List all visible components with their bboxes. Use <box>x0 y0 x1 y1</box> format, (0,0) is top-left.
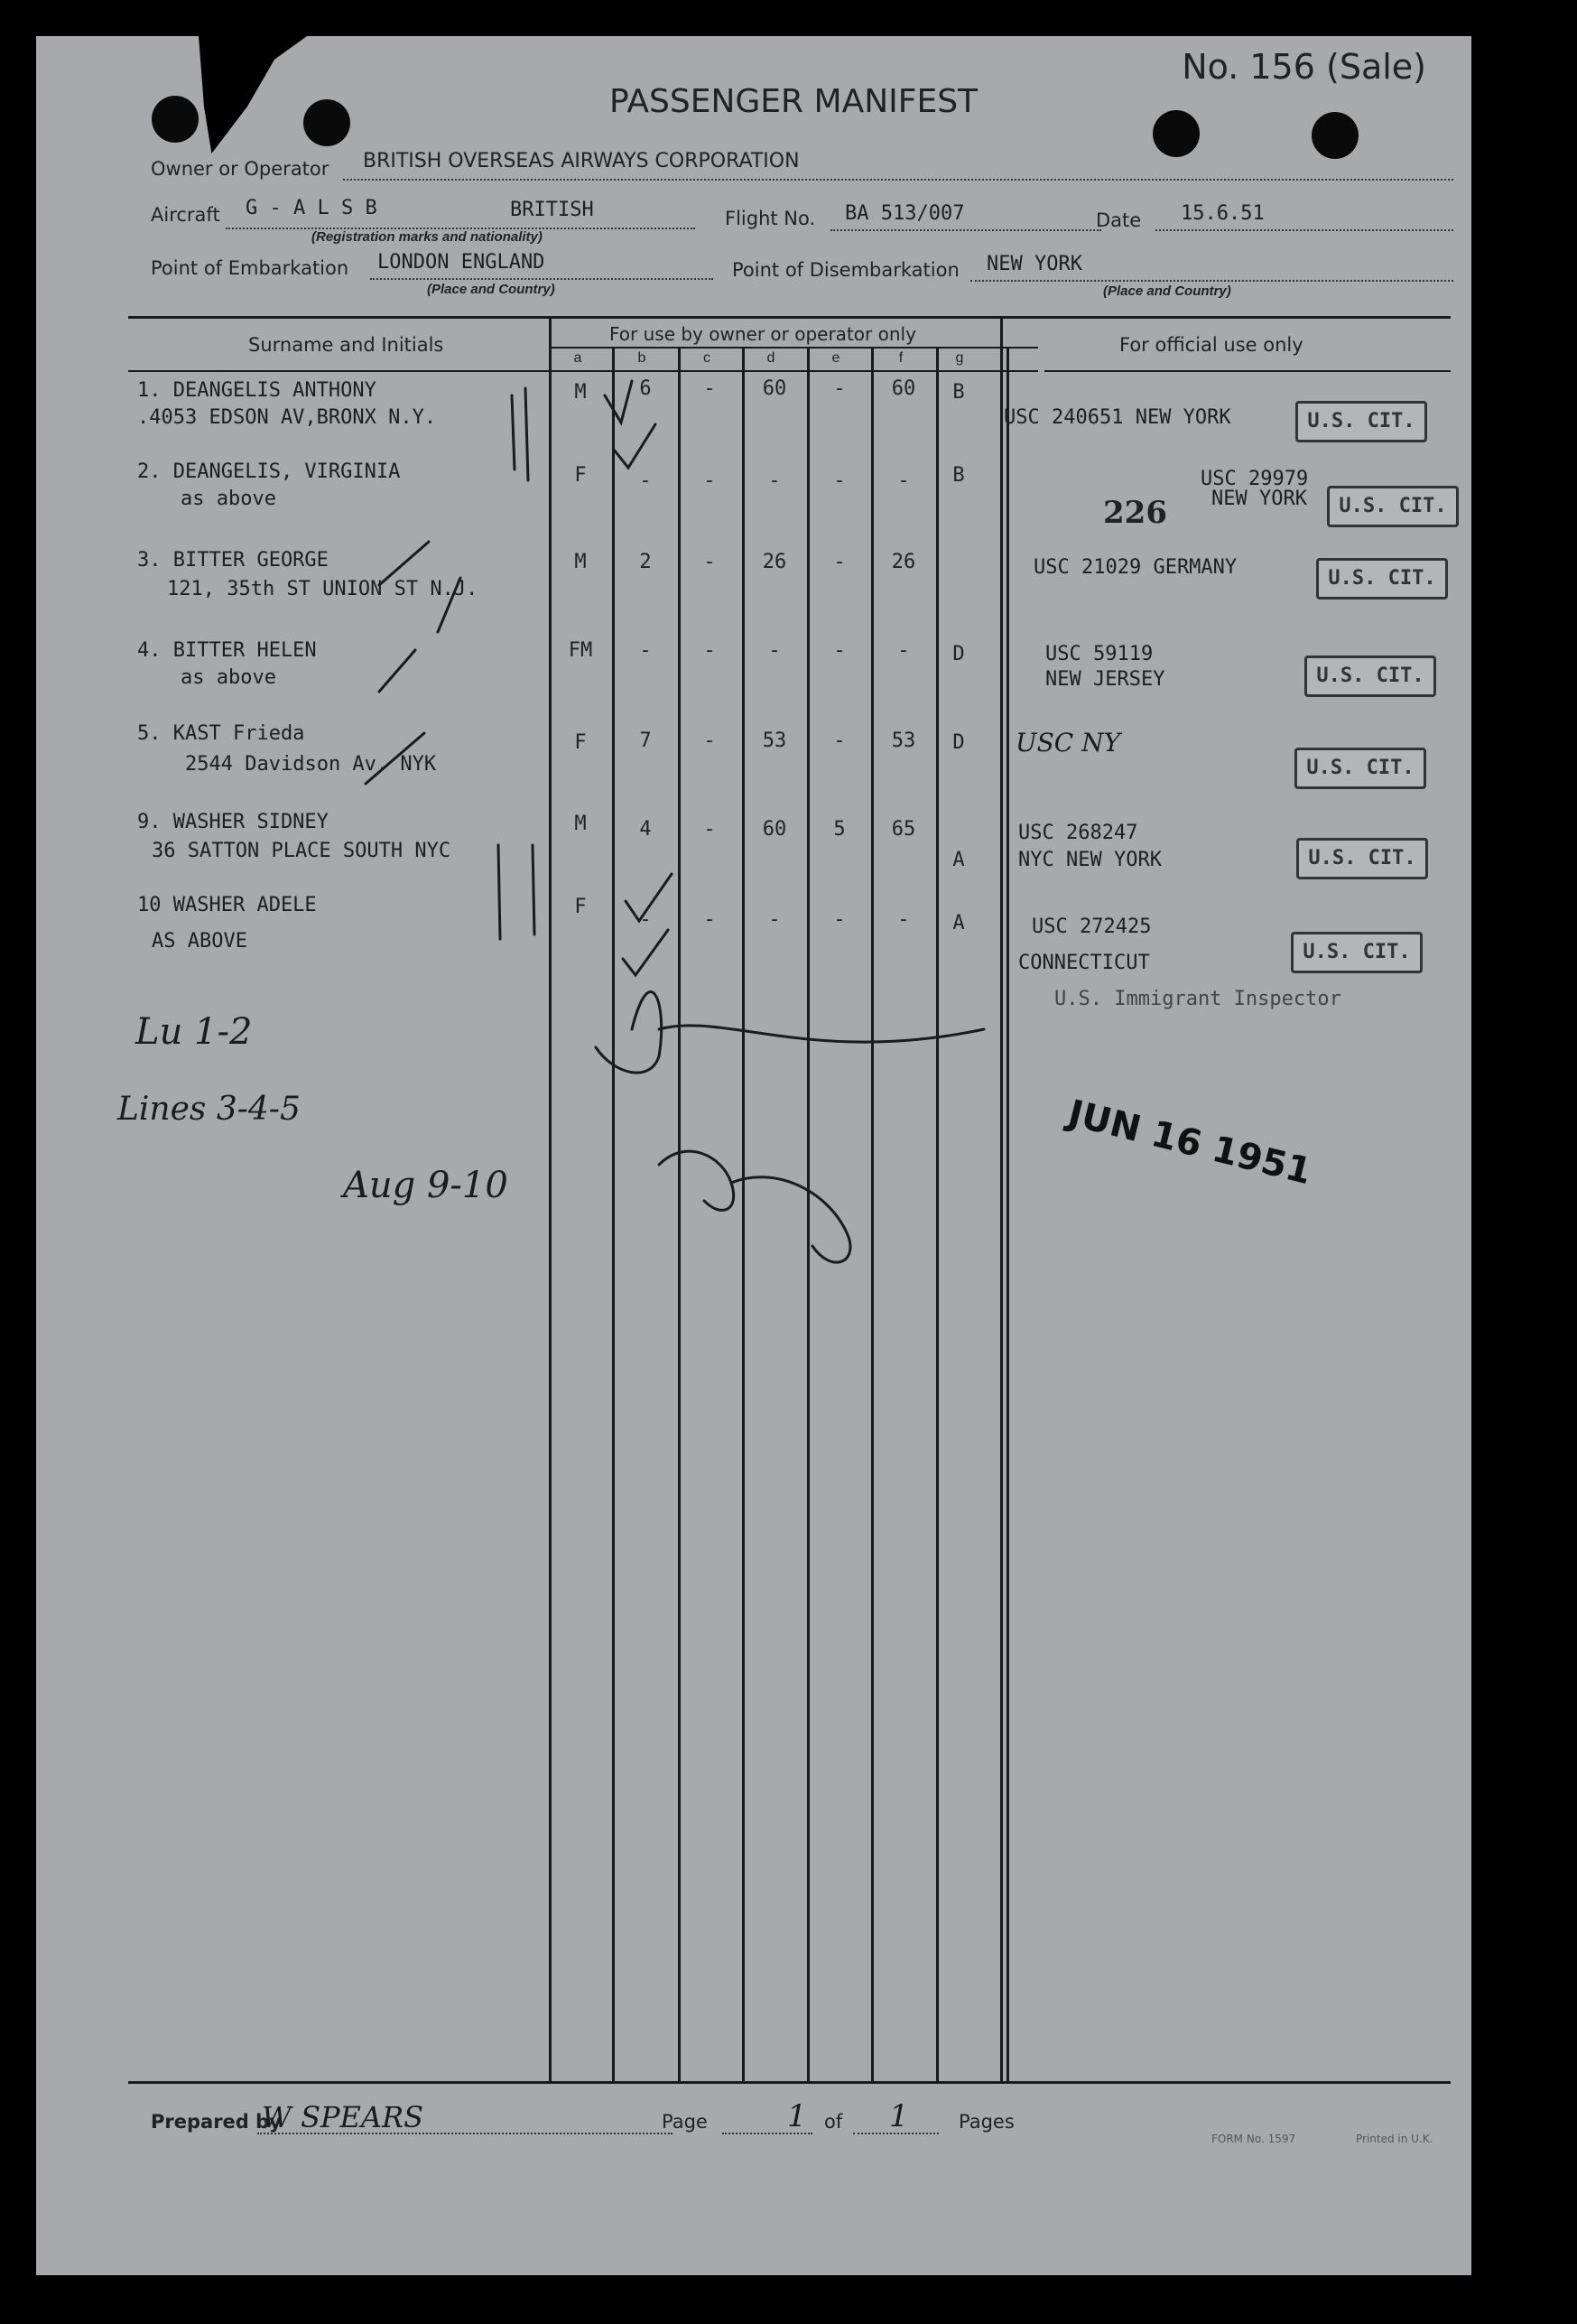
cell-e: - <box>833 639 846 662</box>
cell-a: M <box>574 381 587 404</box>
checkmark-icon <box>623 930 668 975</box>
cell-e: - <box>833 551 846 573</box>
cell-g: D <box>952 643 965 665</box>
owner-label: Owner or Operator <box>151 158 329 180</box>
passenger-name: 4. BITTER HELEN <box>137 639 317 662</box>
cell-c: - <box>703 639 716 662</box>
passenger-name: 3. BITTER GEORGE <box>137 549 329 572</box>
cell-b: 7 <box>639 730 652 752</box>
passenger-name: 1. DEANGELIS ANTHONY <box>137 379 376 402</box>
us-citizen-stamp: U.S. CIT. <box>1327 486 1459 527</box>
handwritten-note-1: Lu 1-2 <box>135 1011 253 1053</box>
cell-g: A <box>952 912 965 934</box>
passenger-address: as above <box>181 666 276 689</box>
cell-c: - <box>703 377 716 400</box>
cell-b: 6 <box>639 377 652 400</box>
checkmark-icon <box>626 874 672 921</box>
column-f-header: f <box>898 350 904 366</box>
footer-rule <box>128 2081 1451 2084</box>
disembarkation-value: NEW YORK <box>987 253 1082 275</box>
cell-d: 60 <box>762 377 787 400</box>
cell-e: - <box>833 730 846 752</box>
prepared-by-value: W SPEARS <box>262 2100 423 2134</box>
us-citizen-stamp: U.S. CIT. <box>1316 558 1448 600</box>
column-g-header: g <box>955 350 964 366</box>
pages-label: Pages <box>959 2111 1015 2133</box>
handwritten-226: 226 <box>1103 495 1167 531</box>
cell-g: B <box>952 464 965 487</box>
cell-c: - <box>703 908 716 931</box>
aircraft-label: Aircraft <box>151 204 220 226</box>
form-number: No. 156 (Sale) <box>1182 47 1426 87</box>
cell-e: - <box>833 469 846 492</box>
passenger-name: 10 WASHER ADELE <box>137 894 317 916</box>
cell-c: - <box>703 818 716 841</box>
official-entry: USC NY <box>1016 728 1121 758</box>
passenger-address: AS ABOVE <box>152 930 247 953</box>
embarkation-label: Point of Embarkation <box>151 257 349 279</box>
prepared-by-label: Prepared by <box>151 2111 282 2133</box>
surname-header: Surname and Initials <box>248 334 444 356</box>
passenger-address: 2544 Davidson Av. NYK <box>185 753 437 776</box>
page-label: Page <box>662 2111 708 2133</box>
cell-c: - <box>703 469 716 492</box>
slash-mark-icon <box>379 542 429 585</box>
cell-d: - <box>768 639 781 662</box>
prepared-by-line <box>257 2133 673 2134</box>
owner-use-header: For use by owner or operator only <box>609 323 916 345</box>
cell-f: 53 <box>891 730 916 752</box>
flight-no-value: BA 513/007 <box>845 202 965 225</box>
cell-e: - <box>833 377 846 400</box>
us-citizen-stamp: U.S. CIT. <box>1295 401 1427 442</box>
official-entry-2: NEW JERSEY <box>1045 668 1165 691</box>
registration-note: (Registration marks and nationality) <box>311 229 543 245</box>
footer-form-number: FORM No. 1597 <box>1211 2133 1296 2145</box>
checkmark-icon <box>605 381 632 423</box>
arrival-date-stamp: JUN 16 1951 <box>1063 1092 1316 1194</box>
bracket-mark-icon <box>498 845 500 939</box>
cell-f: - <box>897 469 910 492</box>
column-d-header: d <box>766 350 775 366</box>
official-entry: USC 272425 <box>1032 916 1152 938</box>
cell-f: 65 <box>891 818 916 841</box>
cell-b: 4 <box>639 818 652 841</box>
cell-a: F <box>574 896 587 918</box>
official-entry-2: NEW YORK <box>1211 488 1307 510</box>
manifest-sheet <box>36 36 1471 2275</box>
official-entry: USC 21029 GERMANY <box>1034 556 1238 579</box>
pages-line <box>853 2133 939 2134</box>
cell-f: - <box>897 908 910 931</box>
date-value: 15.6.51 <box>1181 202 1265 225</box>
inspector-stamp: U.S. Immigrant Inspector <box>1054 988 1341 1010</box>
cell-g: B <box>952 381 965 404</box>
page-total: 1 <box>889 2098 909 2134</box>
bracket-mark-icon <box>525 388 528 480</box>
cell-f: - <box>897 639 910 662</box>
signature-icon <box>659 1151 734 1210</box>
cell-f: 26 <box>891 551 916 573</box>
official-entry: USC 29979 <box>1201 468 1309 490</box>
embarkation-value: LONDON ENGLAND <box>377 251 545 274</box>
bracket-mark-icon <box>533 845 534 934</box>
slash-mark-icon <box>366 733 424 784</box>
passenger-name: 2. DEANGELIS, VIRGINIA <box>137 460 401 483</box>
cell-b: 2 <box>639 551 652 573</box>
official-entry: USC 240651 NEW YORK <box>1004 406 1231 429</box>
signature-icon <box>596 992 662 1074</box>
column-e-header: e <box>831 350 840 366</box>
signature-icon <box>731 1177 850 1262</box>
cell-a: M <box>574 551 587 573</box>
flight-no-label: Flight No. <box>725 208 816 229</box>
owner-value: BRITISH OVERSEAS AIRWAYS CORPORATION <box>363 150 800 172</box>
cell-d: 53 <box>762 730 787 752</box>
aircraft-nationality: BRITISH <box>510 199 594 221</box>
cell-d: - <box>768 908 781 931</box>
official-entry-2: CONNECTICUT <box>1018 952 1150 974</box>
official-entry: USC 59119 <box>1045 643 1154 665</box>
passenger-address: 36 SATTON PLACE SOUTH NYC <box>152 840 451 862</box>
cell-c: - <box>703 730 716 752</box>
cell-b: - <box>639 469 652 492</box>
page-line <box>722 2133 812 2134</box>
cell-a: F <box>574 464 587 487</box>
of-label: of <box>824 2111 843 2133</box>
cell-e: - <box>833 908 846 931</box>
cell-a: M <box>574 813 587 835</box>
cell-f: 60 <box>891 377 916 400</box>
page-number: 1 <box>787 2098 807 2134</box>
disembarkation-label: Point of Disembarkation <box>732 259 960 281</box>
passenger-name: 9. WASHER SIDNEY <box>137 811 329 833</box>
cell-a: F <box>574 731 587 754</box>
official-entry-2: NYC NEW YORK <box>1018 849 1162 871</box>
cell-c: - <box>703 551 716 573</box>
cell-e: 5 <box>833 818 846 841</box>
signature-icon <box>659 1026 984 1042</box>
column-b-header: b <box>637 350 646 366</box>
official-use-header: For official use only <box>1119 334 1303 356</box>
handwritten-note-2: Lines 3-4-5 <box>117 1091 301 1128</box>
cell-d: 26 <box>762 551 787 573</box>
page-title: PASSENGER MANIFEST <box>609 83 979 120</box>
cell-d: 60 <box>762 818 787 841</box>
bracket-mark-icon <box>512 395 515 469</box>
embarkation-note: (Place and Country) <box>427 282 555 297</box>
cell-a: FM <box>568 639 593 662</box>
disembarkation-note: (Place and Country) <box>1103 284 1231 299</box>
us-citizen-stamp: U.S. CIT. <box>1291 932 1423 973</box>
footer-printed: Printed in U.K. <box>1356 2133 1433 2145</box>
cell-b: - <box>639 639 652 662</box>
aircraft-registration: G - A L S B <box>246 197 377 219</box>
slash-mark-icon <box>379 650 415 692</box>
handwritten-note-3: Aug 9-10 <box>343 1165 508 1206</box>
passenger-name: 5. KAST Frieda <box>137 722 305 745</box>
official-entry: USC 268247 <box>1018 822 1138 844</box>
passenger-address: as above <box>181 488 276 510</box>
checkmark-icon <box>614 424 655 468</box>
cell-g: A <box>952 849 965 871</box>
cell-g: D <box>952 731 965 754</box>
passenger-address: .4053 EDSON AV,BRONX N.Y. <box>137 406 437 429</box>
column-a-header: a <box>573 350 582 366</box>
us-citizen-stamp: U.S. CIT. <box>1294 748 1426 789</box>
column-c-header: c <box>703 350 710 366</box>
date-label: Date <box>1096 209 1142 231</box>
slash-mark-icon <box>438 578 460 632</box>
us-citizen-stamp: U.S. CIT. <box>1304 655 1436 697</box>
cell-b: - <box>639 908 652 931</box>
passenger-address: 121, 35th ST UNION ST N.J. <box>167 578 478 600</box>
us-citizen-stamp: U.S. CIT. <box>1296 838 1428 879</box>
cell-d: - <box>768 469 781 492</box>
